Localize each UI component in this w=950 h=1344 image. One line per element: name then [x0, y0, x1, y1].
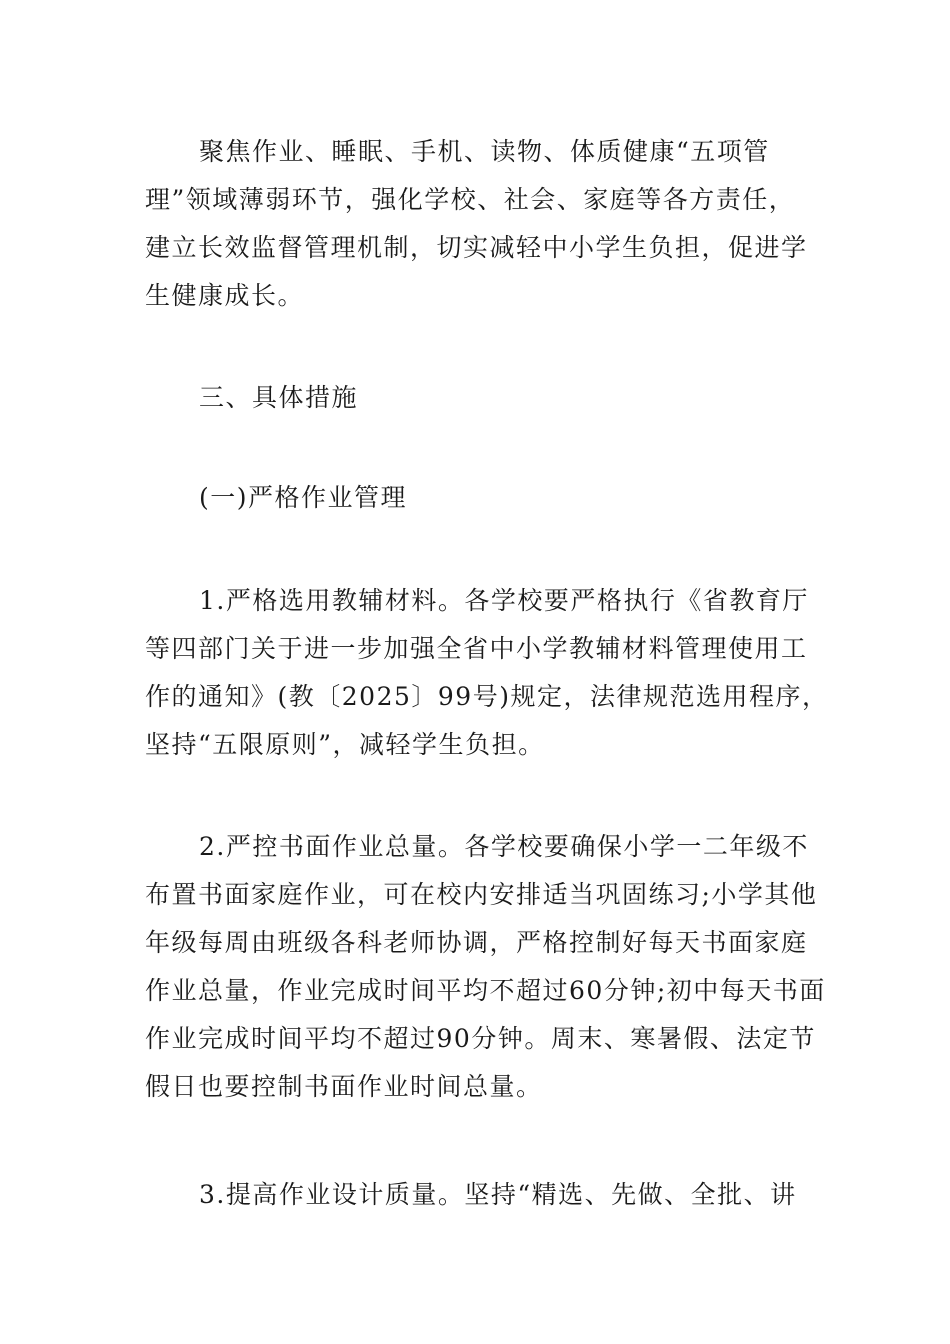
text-line: 假日也要控制书面作业时间总量。 — [145, 1072, 543, 1101]
subsection-heading: (一)严格作业管理 — [199, 483, 408, 512]
paragraph-item-3 — [145, 1171, 807, 1219]
paragraph-goal — [145, 128, 807, 320]
text-line: 作业完成时间平均不超过90分钟。周末、寒暑假、法定节 — [145, 1024, 816, 1053]
text-line: 布置书面家庭作业，可在校内安排适当巩固练习;小学其他 — [145, 880, 818, 909]
text-line: 年级每周由班级各科老师协调，严格控制好每天书面家庭 — [145, 928, 808, 957]
text-line: 2.严控书面作业总量。各学校要确保小学一二年级不 — [199, 832, 809, 861]
text-line: 聚焦作业、睡眠、手机、读物、体质健康“五项管 — [199, 137, 770, 166]
section-heading: 三、具体措施 — [199, 383, 359, 412]
text-line: 建立长效监督管理机制，切实减轻中小学生负担，促进学 — [145, 233, 808, 262]
paragraph-item-1 — [145, 577, 829, 769]
text-line: 理”领域薄弱环节，强化学校、社会、家庭等各方责任， — [145, 185, 796, 214]
text-line: 作业总量，作业完成时间平均不超过60分钟;初中每天书面 — [145, 976, 826, 1005]
text-line: 坚持“五限原则”，减轻学生负担。 — [145, 730, 545, 759]
text-line: 3.提高作业设计质量。坚持“精选、先做、全批、讲 — [199, 1180, 797, 1209]
text-line: 等四部门关于进一步加强全省中小学教辅材料管理使用工 — [145, 634, 808, 663]
text-line: 1.严格选用教辅材料。各学校要严格执行《省教育厅 — [199, 586, 809, 615]
text-line: 生健康成长。 — [145, 281, 305, 310]
paragraph-item-2 — [145, 823, 826, 1111]
text-line: 作的通知》(教〔2025〕99号)规定，法律规范选用程序， — [145, 682, 829, 711]
